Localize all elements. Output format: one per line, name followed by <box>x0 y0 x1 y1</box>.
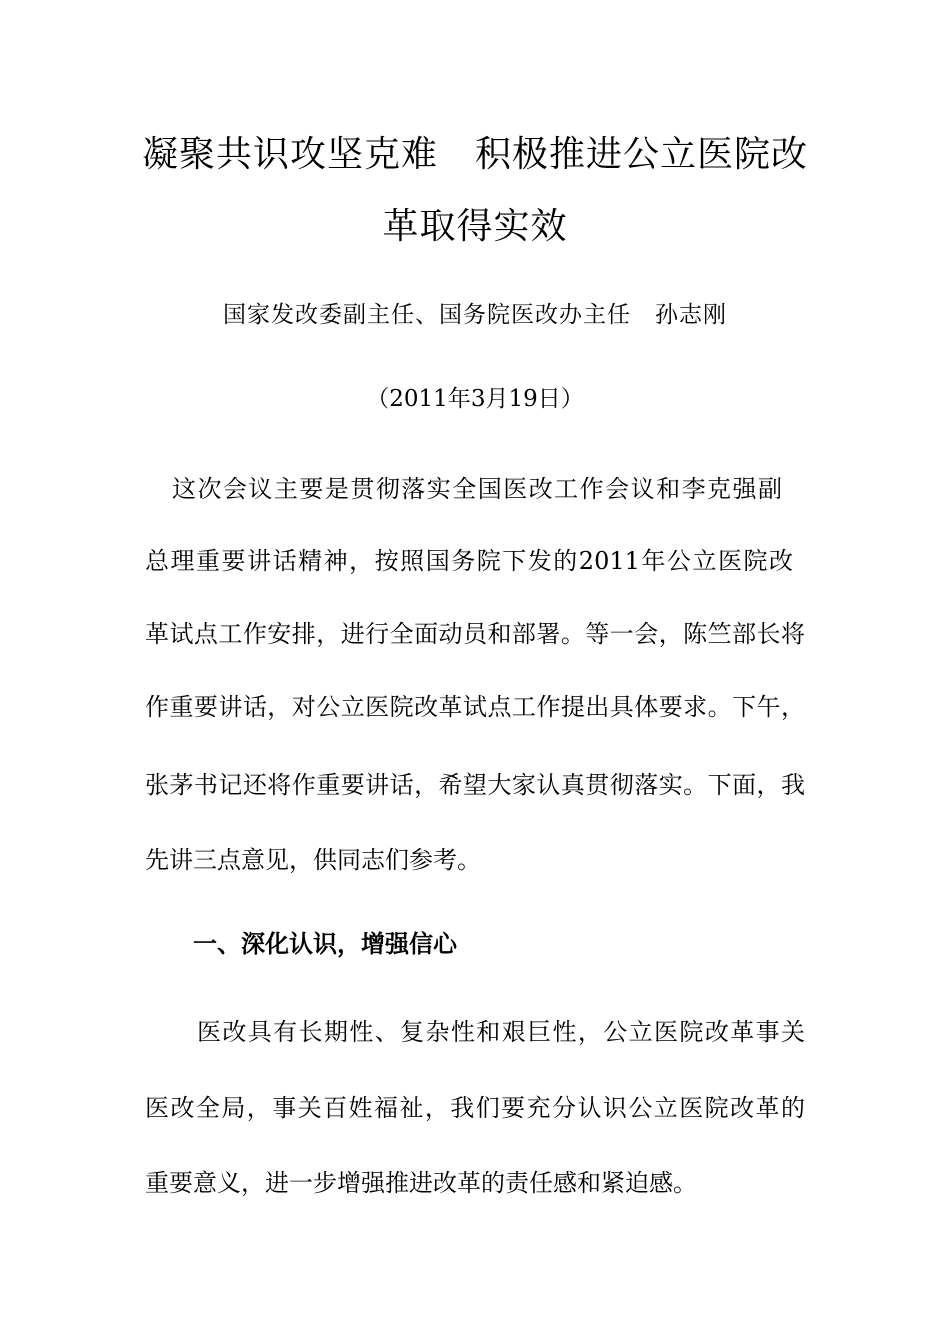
paragraph-2-line-3: 重要意义，进一步增强推进改革的责任感和紧迫感。 <box>145 1169 697 1197</box>
paragraph-1-line-1: 这次会议主要是贯彻落实全国医改工作会议和李克强副 <box>172 475 782 503</box>
paragraph-2-line-1: 医改具有长期性、复杂性和艰巨性，公立医院改革事关 <box>197 1018 805 1046</box>
paragraph-1-line-3: 革试点工作安排，进行全面动员和部署。等一会，陈竺部长将 <box>145 620 805 648</box>
document-title-line-1: 凝聚共识攻坚克难 积极推进公立医院改 <box>141 134 808 175</box>
paragraph-1-line-5: 张茅书记还将作重要讲话，希望大家认真贯彻落实。下面，我 <box>145 771 805 799</box>
date-line: （2011年3月19日） <box>366 386 584 412</box>
paragraph-1-line-6: 先讲三点意见，供同志们参考。 <box>145 846 481 874</box>
paragraph-1-line-4: 作重要讲话，对公立医院改革试点工作提出具体要求。下午， <box>145 693 805 721</box>
document-title-line-2: 革取得实效 <box>382 206 568 247</box>
author-line: 国家发改委副主任、国务院医改办主任 孙志刚 <box>223 302 727 328</box>
section-heading: 一、深化认识，增强信心 <box>193 930 457 958</box>
paragraph-2-line-2: 医改全局，事关百姓福祉，我们要充分认识公立医院改革的 <box>145 1094 805 1122</box>
paragraph-1-line-2: 总理重要讲话精神，按照国务院下发的2011年公立医院改 <box>145 547 793 575</box>
